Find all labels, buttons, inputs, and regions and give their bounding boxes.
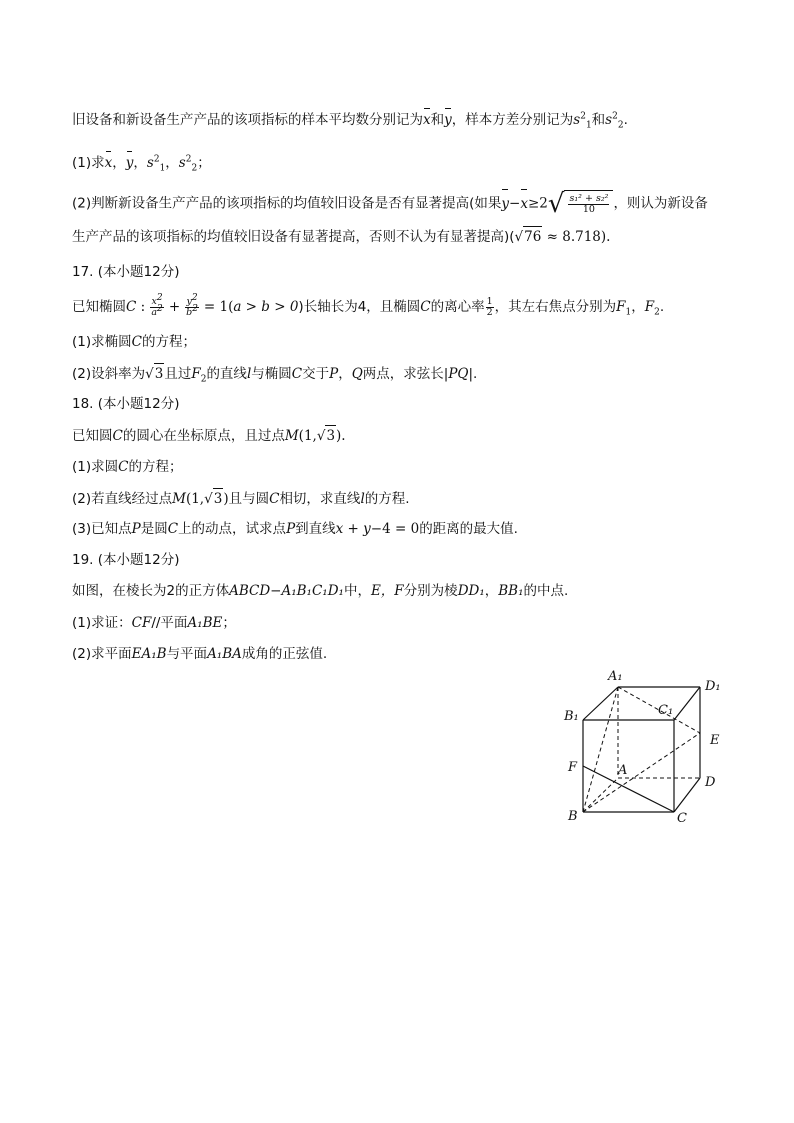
- q19-part2: [72, 644, 327, 664]
- text-run: (2)求平面: [72, 646, 132, 662]
- text-run: 的距离的最大值.: [419, 521, 518, 537]
- x-bar: x: [104, 155, 113, 171]
- q16-part2-line2: [72, 226, 610, 247]
- var-F: F: [191, 366, 201, 382]
- text-run: )长轴长为4，且椭圆: [298, 299, 421, 315]
- point-open: (1,: [298, 428, 317, 444]
- var-F: F: [644, 299, 655, 315]
- subscript: 1: [625, 307, 632, 318]
- var-C: C: [269, 491, 280, 507]
- q16-part2-line1: [72, 190, 708, 217]
- radical-sign: √: [547, 188, 565, 219]
- subscript: 2: [200, 374, 207, 385]
- radicand: 3: [325, 425, 336, 446]
- superscript: 2: [580, 111, 586, 122]
- y-bar: y: [444, 112, 452, 128]
- text-run: (2)判断新设备生产产品的该项指标的均值较旧设备是否有显著提高(如果: [72, 195, 502, 212]
- var-C: C: [167, 521, 179, 537]
- colon: :: [136, 299, 150, 315]
- cube-figure: [560, 662, 730, 832]
- text-run: ；: [197, 155, 211, 171]
- label-D: D: [705, 775, 716, 790]
- var-C: C: [126, 299, 137, 315]
- text-run: 已知圆: [72, 428, 113, 444]
- text-run: 如图，在棱长为2的正方体: [72, 583, 230, 599]
- edge-DD1: DD₁: [457, 583, 485, 599]
- y-bar: y: [501, 191, 509, 217]
- var-l: l: [360, 491, 365, 507]
- label-B1: B₁: [564, 709, 579, 724]
- var-C: C: [112, 428, 123, 444]
- equals-one: = 1(: [199, 299, 234, 315]
- text-run: 相切，求直线: [279, 491, 361, 507]
- numerator: s₁² + s₂²: [569, 192, 609, 204]
- text-run: 的直线: [206, 366, 247, 382]
- fraction-half: [486, 297, 494, 318]
- text-run: 且与圆: [228, 491, 270, 507]
- q17-part2: [72, 363, 477, 384]
- edge-BB1: BB₁: [498, 583, 524, 599]
- edge-C-D: [674, 778, 700, 812]
- var-C: C: [420, 299, 431, 315]
- segment-F-C: [583, 766, 674, 812]
- label-E: E: [710, 733, 720, 748]
- line-CF: CF: [131, 615, 152, 631]
- text-run: 分别为棱: [403, 583, 458, 599]
- text-run: ，: [338, 366, 352, 382]
- q19-title: 19. (本小题12分): [72, 552, 180, 568]
- q18-part3: [72, 519, 518, 539]
- line-lhs: x + y: [335, 521, 371, 537]
- text-run: 两点，求弦长|: [362, 366, 449, 382]
- subscript: 2: [191, 163, 198, 174]
- text-run: 生产产品的该项指标的均值较旧设备有显著提高，否则不认为有显著提高)(: [72, 229, 515, 245]
- text-run: 已知椭圆: [72, 299, 126, 315]
- q18-title: 18. (本小题12分): [72, 396, 180, 412]
- text-run: ，其左右焦点分别为: [494, 299, 617, 315]
- fraction: [568, 194, 609, 215]
- var-C: C: [131, 334, 142, 350]
- text-run: 的离心率: [430, 299, 485, 315]
- text-run: 是圆: [140, 521, 168, 537]
- text-run: ，: [133, 155, 147, 171]
- subscript: 2: [617, 120, 624, 131]
- text-run: (1)求圆: [72, 459, 119, 475]
- q18-stem: [72, 425, 346, 446]
- text-run: 的方程；: [128, 459, 183, 475]
- subscript: 1: [585, 120, 592, 131]
- superscript: 2: [185, 154, 192, 165]
- text-run: (2)设斜率为: [72, 366, 146, 382]
- text-run: 且过: [164, 366, 192, 382]
- text-run: ，则认为新设备: [613, 195, 708, 212]
- text-run: ；: [222, 615, 236, 631]
- label-A1: A₁: [608, 669, 623, 684]
- text-run: |.: [468, 366, 478, 382]
- text-run: 和: [591, 112, 606, 128]
- text-run: (1)求椭圆: [72, 334, 132, 350]
- q17-part1: [72, 332, 196, 352]
- var-F: F: [616, 299, 626, 315]
- label-C: C: [677, 811, 687, 826]
- y-bar: y: [125, 155, 134, 171]
- text-run: ，: [484, 583, 499, 599]
- segment-A1-B: [583, 687, 618, 812]
- line-rhs: −4 = 0: [370, 521, 420, 537]
- var-P: P: [286, 521, 296, 537]
- text-run: 与椭圆: [251, 366, 292, 382]
- q17-stem: 已知椭圆C : $\frac{x^2}{a^2}$ + $\frac{y^2}{b^2}$ = 1(a > b > 0)长轴长为4，且椭圆C的离心率 $\frac{1}{2}$ ，其左右焦点分别为$F_1$，$F_2$.: [72, 292, 665, 318]
- ge-two: ≥2: [527, 195, 548, 212]
- radicand: 3: [213, 488, 224, 509]
- condition: a > b > 0: [233, 299, 299, 315]
- q18-part1: [72, 457, 182, 477]
- q18-part2: (2)若直线经过点M(1,√3)且与圆C相切，求直线l的方程.: [72, 488, 410, 509]
- text-run: 的方程.: [364, 491, 410, 507]
- minus: −: [509, 195, 521, 212]
- approx: ≈ 8.718).: [542, 229, 611, 245]
- s-symbol: s: [178, 155, 186, 171]
- q17-title: 17. (本小题12分): [72, 264, 180, 280]
- text-run: 与平面: [166, 646, 208, 662]
- text-run: 和: [430, 112, 445, 128]
- s-symbol: s: [605, 112, 613, 128]
- cube-name: ABCD−A₁B₁C₁D₁: [229, 583, 344, 599]
- text-run: 上的动点，试求点: [178, 521, 287, 537]
- text-run: ，样本方差分别记为: [451, 112, 574, 128]
- label-D1: D₁: [705, 679, 721, 694]
- text-run: (1)求证：: [72, 615, 132, 631]
- text-run: (3)已知点: [72, 521, 132, 537]
- edge-D1-C1: [674, 687, 700, 720]
- text-run: (1)求: [72, 155, 105, 171]
- var-Q: Q: [351, 366, 363, 382]
- sqrt-3: √3: [204, 491, 223, 507]
- text-run: ，: [165, 155, 179, 171]
- var-M: M: [284, 428, 299, 444]
- intro-line: [72, 110, 628, 130]
- text-run: 成角的正弦值.: [241, 646, 328, 662]
- text-run: ，: [631, 299, 645, 315]
- text-run: 中，: [343, 583, 371, 599]
- radicand: 76: [523, 226, 542, 247]
- numerator: 1: [486, 295, 493, 307]
- radicand: 3: [154, 363, 165, 384]
- x-bar: x: [423, 112, 431, 128]
- fraction-x2-a2: $\frac{x^2}{a^2}$: [151, 292, 163, 318]
- var-l: l: [246, 366, 252, 382]
- plane-A1BA: A₁BA: [207, 646, 242, 662]
- text-run: 到直线: [295, 521, 336, 537]
- edge-B1-A1: [583, 687, 618, 720]
- fraction-y2-b2: $\frac{y^2}{b^2}$: [186, 292, 198, 318]
- text-run: 旧设备和新设备生产产品的该项指标的样本平均数分别记为: [72, 112, 423, 128]
- var-M: M: [172, 491, 186, 507]
- sqrt-expression: [548, 190, 614, 217]
- denominator: 2: [486, 306, 493, 318]
- subscript: 1: [159, 163, 166, 174]
- text-run: 的中点.: [523, 583, 569, 599]
- text-run: .: [623, 112, 628, 128]
- text-run: (2)若直线经过点: [72, 491, 173, 507]
- q16-part1: [72, 153, 211, 173]
- text-run: .: [659, 299, 665, 315]
- text-run: //平面: [151, 615, 188, 631]
- var-P: P: [329, 366, 339, 382]
- x-bar: x: [520, 191, 528, 217]
- s-symbol: s: [573, 112, 581, 128]
- text-run: 的方程；: [141, 334, 196, 350]
- text-run: ，: [112, 155, 126, 171]
- label-F: F: [568, 760, 578, 775]
- superscript: 2: [612, 111, 618, 122]
- points-EF: E，F: [370, 583, 404, 599]
- text-run: 交于: [302, 366, 330, 382]
- point-open: (1,: [185, 491, 205, 507]
- q19-stem: [72, 581, 568, 601]
- sqrt-76: √76: [515, 229, 543, 245]
- radicand: [564, 190, 613, 217]
- sqrt-3: √3: [145, 366, 164, 382]
- plane-A1BE: A₁BE: [187, 615, 223, 631]
- denominator: 10: [582, 203, 595, 215]
- s-symbol: s: [146, 155, 154, 171]
- text-run: 的圆心在坐标原点，且过点: [122, 428, 285, 444]
- point-close: ).: [336, 428, 346, 444]
- subscript: 2: [654, 307, 660, 318]
- sqrt-3: √3: [317, 428, 336, 444]
- var-C: C: [118, 459, 129, 475]
- superscript: 2: [153, 154, 160, 165]
- q19-part1: [72, 613, 236, 633]
- label-C1: C₁: [658, 703, 674, 718]
- label-B: B: [568, 809, 578, 824]
- var-PQ: PQ: [448, 366, 469, 382]
- var-P: P: [131, 521, 141, 537]
- var-C: C: [291, 366, 303, 382]
- plane-EA1B: EA₁B: [131, 646, 167, 662]
- label-A: A: [618, 763, 628, 778]
